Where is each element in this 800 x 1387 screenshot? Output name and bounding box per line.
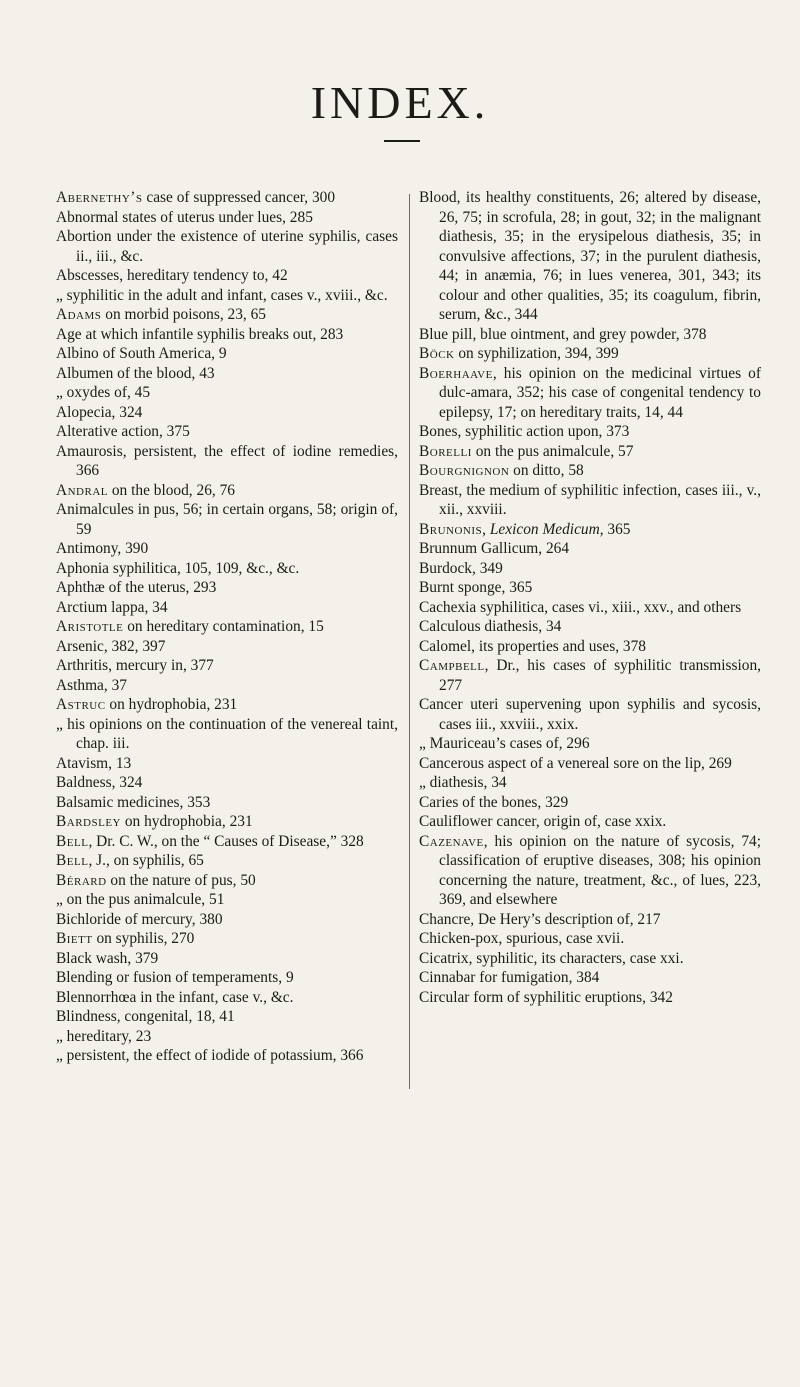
index-entry-text: Chicken-pox, spurious, case xvii. [419, 930, 625, 947]
index-entry-text: Aphthæ of the uterus, 293 [56, 579, 217, 596]
index-entry-text: Arsenic, 382, 397 [56, 637, 166, 655]
index-entry [56, 949, 398, 969]
index-entry-text: on syphilization, 394, 399 [454, 345, 619, 362]
index-entry-heading: Bell [56, 832, 89, 850]
index-entry-text: „ diathesis, 34 [419, 774, 507, 791]
page-title: INDEX. [310, 77, 490, 128]
index-entry-text: Abscesses, hereditary tendency to, 42 [56, 267, 288, 284]
index-entry [419, 188, 761, 325]
index-entry-text: „ syphilitic in the adult and infant, cases v., xviii., &c. [56, 286, 388, 304]
index-entry [419, 325, 761, 345]
index-entry [419, 637, 761, 657]
index-entry-text: Cachexia syphilitica, cases vi., xiii., xxv., and others [419, 598, 742, 616]
index-entry-text: on the blood, 26, 76 [108, 481, 235, 499]
index-entry-heading: Campbell [419, 657, 485, 674]
index-entry-text: Antimony, 390 [56, 540, 149, 557]
index-entry-text: case of suppressed cancer, 300 [142, 189, 336, 206]
index-entry [56, 695, 398, 715]
index-entry [56, 188, 398, 208]
index-entry [56, 968, 398, 988]
index-entry-text: Blending or fusion of temperaments, 9 [56, 969, 294, 986]
index-entry-text: on morbid poisons, 23, 65 [101, 306, 267, 323]
index-entry-text: Alopecia, 324 [56, 403, 143, 421]
index-entry-text: Brunnum Gallicum, 264 [419, 540, 570, 557]
index-entry-text: on the nature of pus, 50 [106, 871, 256, 889]
index-entry-heading: Brunonis [419, 520, 483, 538]
index-entry [56, 812, 398, 832]
index-entry [56, 793, 398, 813]
index-entry [419, 968, 761, 988]
index-entry-text: Blindness, congenital, 18, 41 [56, 1008, 235, 1025]
index-entry-text: Breast, the medium of syphilitic infection, cases iii., v., xii., xxviii. [419, 481, 761, 518]
index-entry [419, 559, 761, 579]
index-entry-text: , J., on syphilis, 65 [88, 852, 204, 869]
index-entry-heading: Borelli [419, 442, 472, 460]
index-entry [419, 442, 761, 462]
index-entry [419, 481, 761, 520]
index-entry [56, 1027, 398, 1047]
index-entry [419, 695, 761, 734]
index-entry [56, 637, 398, 657]
index-entry [56, 578, 398, 598]
index-entry [56, 208, 398, 228]
index-entry [56, 617, 398, 637]
index-entry-text: Chancre, De Hery’s description of, 217 [419, 910, 661, 928]
index-entry [419, 461, 761, 481]
index-entry [419, 773, 761, 793]
index-entry [56, 227, 398, 266]
index-entry-heading: Biett [56, 930, 93, 947]
index-entry [56, 539, 398, 559]
index-entry-text: Arctium lappa, 34 [56, 598, 168, 616]
index-entry-text: Abortion under the existence of uterine syphilis, cases ii., iii., &c. [56, 228, 398, 265]
index-entry [419, 832, 761, 910]
index-column-right [419, 188, 761, 1007]
index-entry-text: , his opinion on the nature of sycosis, 74; classification of eruptive diseases, 308; his opinion concerning the nature, treatment, &c., of lues, 223, 369, and elsewhere [439, 832, 761, 908]
index-entry-pages: , 365 [599, 520, 631, 538]
index-entry [56, 656, 398, 676]
index-entry [56, 344, 398, 364]
index-entry [56, 442, 398, 481]
index-entry-text: Balsamic medicines, 353 [56, 793, 211, 811]
index-entry-text: Cicatrix, syphilitic, its characters, case xxi. [419, 949, 684, 967]
index-entry [56, 715, 398, 754]
index-entry-text: Cancerous aspect of a venereal sore on the lip, 269 [419, 754, 732, 772]
index-entry-text: Calomel, its properties and uses, 378 [419, 637, 646, 655]
index-entry [419, 910, 761, 930]
index-entry-heading: Bourgnignon [419, 462, 510, 479]
index-entry-text: Calculous diathesis, 34 [419, 618, 562, 635]
index-entry [419, 364, 761, 423]
index-entry-text: Albumen of the blood, 43 [56, 364, 215, 382]
index-entry [419, 988, 761, 1008]
index-entry [419, 578, 761, 598]
index-entry-text: on syphilis, 270 [92, 930, 195, 947]
index-entry [56, 559, 398, 579]
index-entry-heading: Bardsley [56, 813, 121, 830]
index-entry-text: , his opinion on the medicinal virtues of dulc-amara, 352; his case of congenital tendency to epilepsy, 17; on hereditary traits, 14, 44 [439, 364, 761, 421]
index-entry [56, 305, 398, 325]
index-entry-text: , Dr., his cases of syphilitic transmission, 277 [439, 657, 761, 694]
index-entry-text: Blennorrhœa in the infant, case v., &c. [56, 988, 294, 1006]
index-entry [56, 676, 398, 696]
index-entry-text: Burdock, 349 [419, 559, 503, 577]
index-entry-text: on hydrophobia, 231 [121, 813, 253, 830]
index-entry-text: „ on the pus animalcule, 51 [56, 891, 225, 908]
index-entry [56, 325, 398, 345]
index-entry [56, 910, 398, 930]
index-entry [56, 832, 398, 852]
index-entry-heading: Boerhaave [419, 364, 493, 382]
index-entry [56, 383, 398, 403]
index-entry-text: „ hereditary, 23 [56, 1027, 152, 1045]
index-entry [419, 539, 761, 559]
index-entry-text: Cinnabar for fumigation, 384 [419, 969, 600, 986]
index-entry-text: „ Mauriceau’s cases of, 296 [419, 735, 590, 752]
index-entry-text: Blood, its healthy constituents, 26; altered by disease, 26, 75; in scrofula, 28; in gout, 32; in the malignant diathesis, 35; in the erysipelous diathesis, 35; in convulsive affections, 37; in the purulent diathesis, 44; in anæmia, 76; in lues venerea, 301, 343; its colour and other qualities, 35; its coagulum, fibrin, serum, &c., 344 [419, 189, 761, 323]
index-entry-heading: Adams [56, 306, 102, 323]
index-entry-text: on hereditary contamination, 15 [123, 618, 324, 635]
index-entry-heading: Bérard [56, 871, 107, 889]
index-entry-text: Animalcules in pus, 56; in certain organs, 58; origin of, 59 [56, 501, 398, 538]
index-entry-text: Black wash, 379 [56, 949, 159, 967]
index-entry-text: on the pus animalcule, 57 [471, 442, 634, 460]
index-entry [419, 929, 761, 949]
index-entry [56, 286, 398, 306]
index-entry-text: Albino of South America, 9 [56, 345, 227, 362]
index-entry [419, 598, 761, 618]
index-entry-text: Burnt sponge, 365 [419, 579, 533, 596]
index-entry [56, 364, 398, 384]
index-entry [56, 500, 398, 539]
index-entry-text: on ditto, 58 [509, 462, 584, 479]
index-entry-heading: Abernethy’s [56, 189, 143, 206]
index-entry-heading: Astruc [56, 696, 106, 713]
index-entry [56, 1007, 398, 1027]
index-entry [56, 871, 398, 891]
index-entry [419, 793, 761, 813]
index-entry-text: Cancer uteri supervening upon syphilis and sycosis, cases iii., xxviii., xxix. [419, 696, 761, 733]
index-entry [56, 598, 398, 618]
index-entry [56, 929, 398, 949]
index-entry [56, 481, 398, 501]
index-entry [419, 656, 761, 695]
index-entry-text: on hydrophobia, 231 [105, 696, 238, 713]
index-entry-text: Cauliflower cancer, origin of, case xxix. [419, 813, 667, 830]
index-entry-text: „ persistent, the effect of iodide of potassium, 366 [56, 1047, 364, 1064]
index-entry [56, 754, 398, 774]
index-entry-heading: Aristotle [56, 618, 124, 635]
index-entry-text: Bones, syphilitic action upon, 373 [419, 423, 630, 440]
index-entry-text: Circular form of syphilitic eruptions, 342 [419, 988, 673, 1006]
index-entry [56, 403, 398, 423]
index-entry-heading: Bell [56, 852, 89, 869]
index-entry-text: Abnormal states of uterus under lues, 285 [56, 208, 313, 226]
index-entry-text: , [482, 520, 490, 538]
index-entry-heading: Cazenave [419, 832, 484, 850]
index-entry [419, 520, 761, 540]
index-entry [419, 734, 761, 754]
index-entry-text: Age at which infantile syphilis breaks out, 283 [56, 325, 344, 343]
index-entry-text: Amaurosis, persistent, the effect of iodine remedies, 366 [56, 442, 398, 479]
index-entry-heading: Böck [419, 345, 455, 362]
index-entry-text: Asthma, 37 [56, 676, 127, 694]
index-entry-text: „ oxydes of, 45 [56, 384, 151, 401]
index-entry-text: , Dr. C. W., on the “ Causes of Disease,” 328 [88, 832, 364, 850]
column-divider [409, 194, 410, 1089]
index-entry [56, 890, 398, 910]
index-entry-text: Aphonia syphilitica, 105, 109, &c., &c. [56, 559, 300, 577]
index-entry [56, 773, 398, 793]
index-entry-text: Bichloride of mercury, 380 [56, 910, 223, 928]
index-entry-text: Baldness, 324 [56, 774, 143, 791]
index-entry [419, 949, 761, 969]
index-entry-text: Atavism, 13 [56, 754, 132, 772]
index-entry [419, 617, 761, 637]
index-entry [56, 851, 398, 871]
index-entry-text: Alterative action, 375 [56, 423, 190, 440]
index-entry [56, 422, 398, 442]
index-entry-text: Caries of the bones, 329 [419, 793, 569, 811]
index-entry [419, 422, 761, 442]
index-entry-text: Blue pill, blue ointment, and grey powder, 378 [419, 325, 707, 343]
index-entry [56, 988, 398, 1008]
title-rule [384, 140, 420, 142]
index-column-left [56, 188, 398, 1066]
index-entry-text: „ his opinions on the continuation of the venereal taint, chap. iii. [56, 715, 398, 752]
index-entry [419, 812, 761, 832]
index-entry-title: Lexicon Medicum [489, 520, 600, 538]
index-entry-heading: Andral [56, 481, 109, 499]
index-entry-text: Arthritis, mercury in, 377 [56, 657, 214, 674]
index-entry [419, 754, 761, 774]
index-entry [56, 266, 398, 286]
index-entry [56, 1046, 398, 1066]
index-entry [419, 344, 761, 364]
